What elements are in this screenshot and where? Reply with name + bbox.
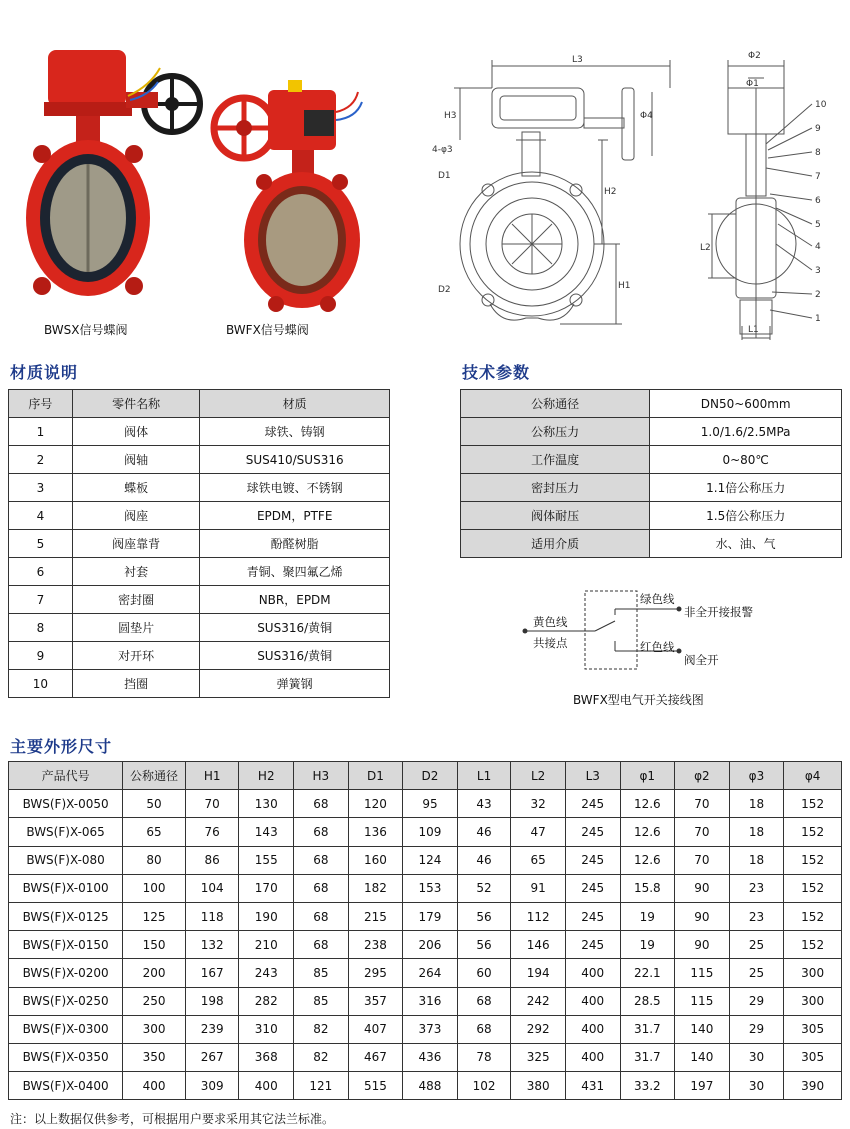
dimension-cell: 50: [123, 790, 186, 818]
dimension-cell: 46: [457, 846, 511, 874]
dimension-cell: 190: [239, 902, 294, 930]
materials-cell: 7: [9, 586, 73, 614]
label-phi2: Φ2: [748, 51, 761, 61]
dimension-cell: 23: [729, 874, 784, 902]
dimension-cell: 368: [239, 1043, 294, 1071]
tech-row: [461, 502, 842, 530]
dimension-cell: 28.5: [620, 987, 675, 1015]
dimension-cell: 25: [729, 959, 784, 987]
dimension-cell: 250: [123, 987, 186, 1015]
dimension-cell: 215: [348, 902, 403, 930]
label-h2: H2: [604, 187, 617, 197]
dimension-cell: 400: [565, 1015, 620, 1043]
dimension-cell: 400: [123, 1072, 186, 1100]
dimension-cell: 400: [565, 1043, 620, 1071]
dimension-cell: 32: [511, 790, 566, 818]
materials-cell: 圆垫片: [72, 614, 200, 642]
dimension-cell: 488: [403, 1072, 458, 1100]
dimensions-header-cell: L1: [457, 762, 511, 790]
dimension-cell: 47: [511, 818, 566, 846]
materials-row: [9, 502, 390, 530]
dimension-cell: 30: [729, 1072, 784, 1100]
dimension-cell: 80: [123, 846, 186, 874]
dimension-cell: 200: [123, 959, 186, 987]
label-d1: D1: [438, 171, 451, 181]
materials-row: [9, 670, 390, 698]
dimensions-row: [9, 987, 842, 1015]
dimension-cell: 19: [620, 931, 675, 959]
materials-row: [9, 558, 390, 586]
dimension-cell: 90: [675, 902, 730, 930]
materials-row: [9, 586, 390, 614]
dimension-cell: 179: [403, 902, 458, 930]
dimension-cell: 373: [403, 1015, 458, 1043]
wire-yellow-label: 黄色线: [533, 615, 568, 629]
materials-header-material: 材质: [200, 390, 390, 418]
drawing-svg: [430, 48, 840, 348]
dimension-cell: 70: [675, 846, 730, 874]
part-2: 2: [815, 290, 821, 300]
dimension-cell: 68: [294, 931, 349, 959]
tech-param-label: 阀体耐压: [461, 502, 650, 530]
dimension-cell: 245: [565, 790, 620, 818]
label-phi4: Φ4: [640, 111, 653, 121]
dimension-cell: 33.2: [620, 1072, 675, 1100]
tech-param-label: 公称通径: [461, 390, 650, 418]
materials-cell: 2: [9, 446, 73, 474]
materials-cell: SUS316/黄铜: [200, 614, 390, 642]
dimension-cell: 115: [675, 959, 730, 987]
dimension-cell: 23: [729, 902, 784, 930]
tech-table: [460, 389, 842, 558]
dimension-cell: 29: [729, 1015, 784, 1043]
part-4: 4: [815, 242, 821, 252]
dimension-cell: 431: [565, 1072, 620, 1100]
dimensions-header-cell: L2: [511, 762, 566, 790]
dimension-cell: 43: [457, 790, 511, 818]
tech-param-label: 公称压力: [461, 418, 650, 446]
dimensions-header-cell: φ1: [620, 762, 675, 790]
dimension-cell: 400: [565, 959, 620, 987]
dimensions-header-cell: D1: [348, 762, 403, 790]
dimension-cell: 102: [457, 1072, 511, 1100]
tech-param-label: 工作温度: [461, 446, 650, 474]
dimension-cell: 300: [123, 1015, 186, 1043]
tech-param-label: 密封压力: [461, 474, 650, 502]
dimension-cell: 90: [675, 874, 730, 902]
tech-row: [461, 530, 842, 558]
dimension-cell: 400: [239, 1072, 294, 1100]
dimension-cell: 152: [784, 790, 842, 818]
tech-param-value: 1.0/1.6/2.5MPa: [650, 418, 842, 446]
dimensions-row: [9, 874, 842, 902]
dimension-cell: 12.6: [620, 818, 675, 846]
dimension-cell: 170: [239, 874, 294, 902]
materials-cell: 挡圈: [72, 670, 200, 698]
materials-cell: 3: [9, 474, 73, 502]
dimension-cell: 90: [675, 931, 730, 959]
dimension-cell: 245: [565, 846, 620, 874]
dimension-cell: 95: [403, 790, 458, 818]
dimensions-header-cell: φ4: [784, 762, 842, 790]
materials-row: [9, 614, 390, 642]
tech-param-value: 1.5倍公称压力: [650, 502, 842, 530]
tech-param-value: DN50~600mm: [650, 390, 842, 418]
dimension-cell: 70: [675, 790, 730, 818]
bwfx-valve-illustration: [206, 72, 366, 314]
dimension-cell: 245: [565, 874, 620, 902]
dimension-cell: 380: [511, 1072, 566, 1100]
dimensions-row: [9, 818, 842, 846]
dimension-cell: 19: [620, 902, 675, 930]
materials-header-no: 序号: [9, 390, 73, 418]
wire-red-label: 红色线: [640, 640, 675, 654]
materials-body: [9, 418, 390, 698]
dimension-cell: 91: [511, 874, 566, 902]
label-phi1: Φ1: [746, 79, 759, 89]
materials-cell: EPDM，PTFE: [200, 502, 390, 530]
dimension-cell: 210: [239, 931, 294, 959]
tech-param-label: 适用介质: [461, 530, 650, 558]
dimensions-header-cell: φ2: [675, 762, 730, 790]
dimensions-header-cell: φ3: [729, 762, 784, 790]
dimension-cell: 121: [294, 1072, 349, 1100]
dimension-cell: 25: [729, 931, 784, 959]
dimension-cell: 305: [784, 1015, 842, 1043]
dimension-cell: 150: [123, 931, 186, 959]
dimensions-row: [9, 1015, 842, 1043]
dimension-cell: 155: [239, 846, 294, 874]
dimensions-header-cell: L3: [565, 762, 620, 790]
part-7: 7: [815, 172, 821, 182]
dimension-cell: 198: [185, 987, 239, 1015]
dimension-cell: 264: [403, 959, 458, 987]
materials-cell: SUS410/SUS316: [200, 446, 390, 474]
materials-title: 材质说明: [10, 363, 79, 382]
wire-green-label: 绿色线: [640, 592, 675, 606]
dimension-cell: 85: [294, 987, 349, 1015]
dimension-cell: 68: [294, 818, 349, 846]
dimension-cell: 109: [403, 818, 458, 846]
dimension-cell: 242: [511, 987, 566, 1015]
dimensions-header-cell: H3: [294, 762, 349, 790]
dimension-cell: 82: [294, 1015, 349, 1043]
label-l1: L1: [748, 325, 759, 335]
dimension-cell: 152: [784, 874, 842, 902]
dimension-cell: 167: [185, 959, 239, 987]
dimension-cell: 238: [348, 931, 403, 959]
materials-cell: 青铜、聚四氟乙烯: [200, 558, 390, 586]
dimensions-header-cell: H2: [239, 762, 294, 790]
tech-param-value: 0~80℃: [650, 446, 842, 474]
label-h1: H1: [618, 281, 631, 291]
materials-row: [9, 418, 390, 446]
dimension-cell: 197: [675, 1072, 730, 1100]
dimension-cell: 357: [348, 987, 403, 1015]
dimensions-row: [9, 846, 842, 874]
dimension-cell: 140: [675, 1015, 730, 1043]
dimension-cell: 68: [294, 790, 349, 818]
materials-row: [9, 642, 390, 670]
part-1: 1: [815, 314, 821, 324]
dimension-cell: 76: [185, 818, 239, 846]
part-3: 3: [815, 266, 821, 276]
product-code-cell: BWS(F)X-0400: [9, 1072, 123, 1100]
dimension-cell: 350: [123, 1043, 186, 1071]
dimensions-header-row: [9, 762, 842, 790]
dimension-cell: 309: [185, 1072, 239, 1100]
materials-cell: 阀座靠背: [72, 530, 200, 558]
dimension-cell: 316: [403, 987, 458, 1015]
materials-cell: 球铁、铸钢: [200, 418, 390, 446]
dimensions-header-cell: H1: [185, 762, 239, 790]
materials-cell: 4: [9, 502, 73, 530]
dimension-cell: 112: [511, 902, 566, 930]
dimension-cell: 125: [123, 902, 186, 930]
dimension-cell: 300: [784, 959, 842, 987]
product-code-cell: BWS(F)X-0300: [9, 1015, 123, 1043]
tech-row: [461, 418, 842, 446]
dimension-cell: 325: [511, 1043, 566, 1071]
part-8: 8: [815, 148, 821, 158]
dimension-cell: 56: [457, 902, 511, 930]
dimension-cell: 85: [294, 959, 349, 987]
part-10: 10: [815, 100, 827, 110]
materials-cell: 1: [9, 418, 73, 446]
dimensions-header-cell: 公称通径: [123, 762, 186, 790]
materials-cell: NBR，EPDM: [200, 586, 390, 614]
dimension-cell: 305: [784, 1043, 842, 1071]
dimension-cell: 467: [348, 1043, 403, 1071]
dimension-cell: 152: [784, 931, 842, 959]
dimension-cell: 245: [565, 902, 620, 930]
dimension-cell: 245: [565, 931, 620, 959]
materials-cell: 6: [9, 558, 73, 586]
dimension-cell: 152: [784, 818, 842, 846]
dimension-cell: 146: [511, 931, 566, 959]
product-code-cell: BWS(F)X-0250: [9, 987, 123, 1015]
dimension-cell: 30: [729, 1043, 784, 1071]
label-l3: L3: [572, 55, 583, 65]
dimension-cell: 282: [239, 987, 294, 1015]
dimension-cell: 194: [511, 959, 566, 987]
materials-cell: 阀座: [72, 502, 200, 530]
dimension-cell: 104: [185, 874, 239, 902]
materials-row: [9, 446, 390, 474]
dimension-cell: 243: [239, 959, 294, 987]
dimension-cell: 295: [348, 959, 403, 987]
dimension-cell: 18: [729, 790, 784, 818]
dimension-cell: 52: [457, 874, 511, 902]
dimension-cell: 118: [185, 902, 239, 930]
technical-drawing: [430, 48, 840, 348]
materials-row: [9, 530, 390, 558]
dimension-cell: 12.6: [620, 790, 675, 818]
dimensions-row: [9, 1072, 842, 1100]
dimension-cell: 65: [123, 818, 186, 846]
dimension-cell: 130: [239, 790, 294, 818]
dimension-cell: 515: [348, 1072, 403, 1100]
dimension-cell: 31.7: [620, 1043, 675, 1071]
part-5: 5: [815, 220, 821, 230]
dimensions-table: [8, 761, 842, 1100]
dimensions-row: [9, 1043, 842, 1071]
tech-param-value: 水、油、气: [650, 530, 842, 558]
bwfx-caption: BWFX信号蝶阀: [226, 323, 309, 337]
materials-row: [9, 474, 390, 502]
materials-header-row: [9, 390, 390, 418]
product-code-cell: BWS(F)X-065: [9, 818, 123, 846]
materials-cell: 球铁电镀、不锈钢: [200, 474, 390, 502]
dimension-cell: 68: [457, 987, 511, 1015]
materials-cell: 9: [9, 642, 73, 670]
materials-cell: 弹簧钢: [200, 670, 390, 698]
wire-not-open-label: 非全开接报警: [684, 605, 753, 619]
dimension-cell: 68: [294, 874, 349, 902]
materials-cell: 8: [9, 614, 73, 642]
dimension-cell: 70: [185, 790, 239, 818]
dimension-cell: 132: [185, 931, 239, 959]
dimension-cell: 46: [457, 818, 511, 846]
dimension-cell: 120: [348, 790, 403, 818]
materials-cell: 衬套: [72, 558, 200, 586]
dimension-cell: 239: [185, 1015, 239, 1043]
dimension-cell: 18: [729, 846, 784, 874]
product-photo-bwsx: [20, 36, 205, 316]
materials-cell: 酚醛树脂: [200, 530, 390, 558]
dimension-cell: 29: [729, 987, 784, 1015]
part-6: 6: [815, 196, 821, 206]
tech-row: [461, 474, 842, 502]
wiring-caption: BWFX型电气开关接线图: [573, 693, 704, 707]
dimension-cell: 124: [403, 846, 458, 874]
dimensions-row: [9, 931, 842, 959]
footnote: 注：以上数据仅供参考，可根据用户要求采用其它法兰标准。: [10, 1112, 335, 1126]
materials-cell: 蝶板: [72, 474, 200, 502]
tech-row: [461, 446, 842, 474]
dimension-cell: 160: [348, 846, 403, 874]
dimension-cell: 390: [784, 1072, 842, 1100]
dimension-cell: 140: [675, 1043, 730, 1071]
dimensions-header-cell: D2: [403, 762, 458, 790]
dimensions-row: [9, 959, 842, 987]
materials-cell: SUS316/黄铜: [200, 642, 390, 670]
label-d2: D2: [438, 285, 451, 295]
dimensions-row: [9, 902, 842, 930]
materials-cell: 密封圈: [72, 586, 200, 614]
dimension-cell: 300: [784, 987, 842, 1015]
materials-cell: 对开环: [72, 642, 200, 670]
wire-common-label: 共接点: [533, 636, 568, 650]
dimensions-title: 主要外形尺寸: [10, 737, 113, 756]
dimension-cell: 12.6: [620, 846, 675, 874]
dimension-cell: 15.8: [620, 874, 675, 902]
dimension-cell: 143: [239, 818, 294, 846]
dimension-cell: 60: [457, 959, 511, 987]
dimension-cell: 86: [185, 846, 239, 874]
part-9: 9: [815, 124, 821, 134]
dimension-cell: 18: [729, 818, 784, 846]
dimension-cell: 100: [123, 874, 186, 902]
tech-param-value: 1.1倍公称压力: [650, 474, 842, 502]
materials-cell: 阀体: [72, 418, 200, 446]
dimension-cell: 56: [457, 931, 511, 959]
product-code-cell: BWS(F)X-0100: [9, 874, 123, 902]
product-code-cell: BWS(F)X-0200: [9, 959, 123, 987]
dimension-cell: 82: [294, 1043, 349, 1071]
product-code-cell: BWS(F)X-0350: [9, 1043, 123, 1071]
materials-cell: 10: [9, 670, 73, 698]
materials-cell: 5: [9, 530, 73, 558]
product-photo-bwfx: [206, 72, 366, 314]
product-code-cell: BWS(F)X-0150: [9, 931, 123, 959]
materials-header-part: 零件名称: [72, 390, 200, 418]
dimension-cell: 68: [294, 902, 349, 930]
dimension-cell: 267: [185, 1043, 239, 1071]
materials-cell: 阀轴: [72, 446, 200, 474]
dimension-cell: 292: [511, 1015, 566, 1043]
dimension-cell: 407: [348, 1015, 403, 1043]
tech-row: [461, 390, 842, 418]
dimension-cell: 70: [675, 818, 730, 846]
dimension-cell: 400: [565, 987, 620, 1015]
dimension-cell: 152: [784, 846, 842, 874]
tech-title: 技术参数: [462, 363, 531, 382]
dimension-cell: 153: [403, 874, 458, 902]
dimensions-body: [9, 790, 842, 1100]
product-code-cell: BWS(F)X-080: [9, 846, 123, 874]
dimension-cell: 436: [403, 1043, 458, 1071]
materials-table: [8, 389, 390, 698]
dimension-cell: 182: [348, 874, 403, 902]
dimension-cell: 206: [403, 931, 458, 959]
bwsx-valve-illustration: [20, 36, 205, 316]
wire-full-open-label: 阀全开: [684, 653, 719, 667]
dimension-cell: 68: [457, 1015, 511, 1043]
label-holes: 4-φ3: [432, 145, 453, 155]
dimensions-row: [9, 790, 842, 818]
dimension-cell: 31.7: [620, 1015, 675, 1043]
dimension-cell: 65: [511, 846, 566, 874]
dimension-cell: 310: [239, 1015, 294, 1043]
dimension-cell: 115: [675, 987, 730, 1015]
product-code-cell: BWS(F)X-0050: [9, 790, 123, 818]
dimension-cell: 22.1: [620, 959, 675, 987]
tech-body: [461, 390, 842, 558]
label-l2: L2: [700, 243, 711, 253]
dimensions-header-cell: 产品代号: [9, 762, 123, 790]
label-h3: H3: [444, 111, 457, 121]
dimension-cell: 136: [348, 818, 403, 846]
dimension-cell: 152: [784, 902, 842, 930]
product-code-cell: BWS(F)X-0125: [9, 902, 123, 930]
dimension-cell: 68: [294, 846, 349, 874]
dimension-cell: 78: [457, 1043, 511, 1071]
bwsx-caption: BWSX信号蝶阀: [44, 323, 128, 337]
dimension-cell: 245: [565, 818, 620, 846]
